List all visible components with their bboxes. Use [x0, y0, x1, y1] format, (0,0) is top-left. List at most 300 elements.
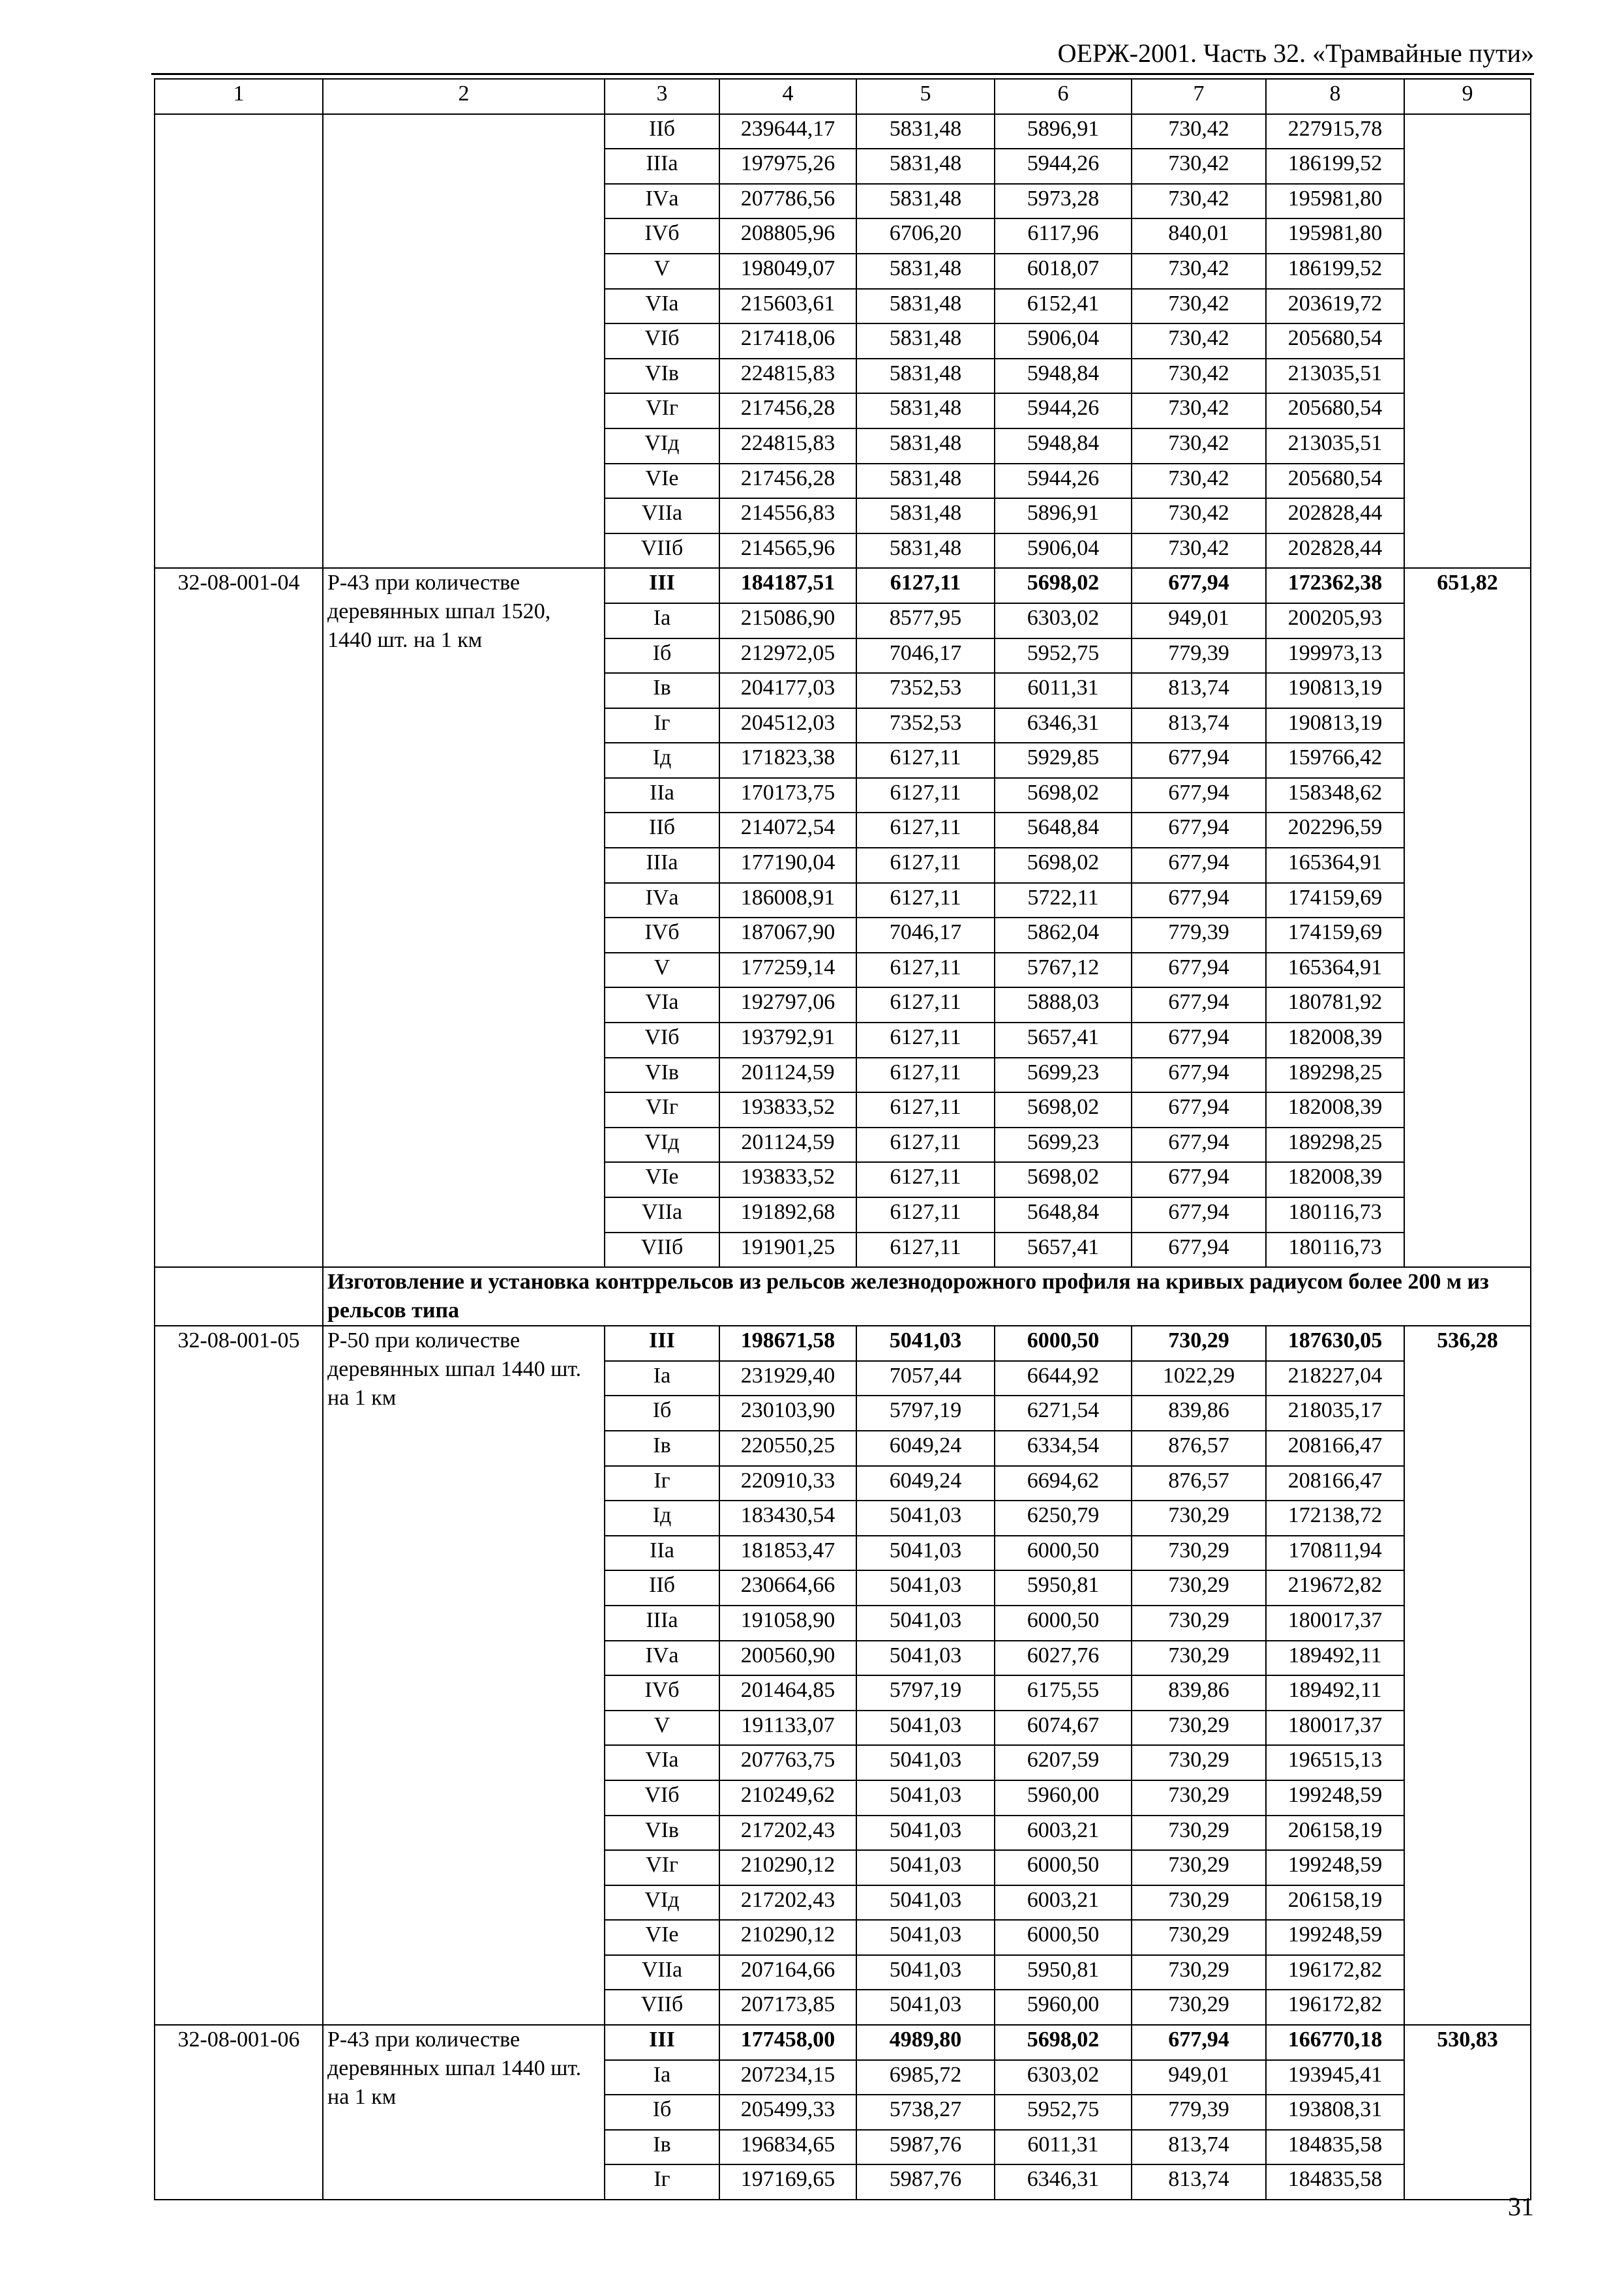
price-cell: 208166,47 — [1266, 1466, 1404, 1501]
price-cell: 5767,12 — [995, 953, 1132, 988]
price-cell: 7046,17 — [856, 918, 995, 953]
zone-cell: VIб — [605, 1780, 719, 1816]
price-cell: 6074,67 — [995, 1711, 1132, 1746]
price-cell: 6694,62 — [995, 1466, 1132, 1501]
price-cell: 177190,04 — [719, 848, 856, 883]
price-cell: 677,94 — [1132, 1023, 1266, 1058]
column-number: 7 — [1132, 79, 1266, 114]
price-cell: 186008,91 — [719, 883, 856, 918]
price-cell: 876,57 — [1132, 1431, 1266, 1466]
price-cell: 166770,18 — [1266, 2025, 1404, 2060]
price-cell: 677,94 — [1132, 743, 1266, 778]
price-cell: 5722,11 — [995, 883, 1132, 918]
price-cell: 207164,66 — [719, 1955, 856, 1990]
price-cell: 224815,83 — [719, 428, 856, 464]
price-cell: 213035,51 — [1266, 359, 1404, 394]
price-cell: 5896,91 — [995, 498, 1132, 533]
price-cell: 730,29 — [1132, 1920, 1266, 1955]
price-cell: 184835,58 — [1266, 2164, 1404, 2200]
price-cell: 730,29 — [1132, 1711, 1266, 1746]
price-cell: 204512,03 — [719, 708, 856, 743]
price-cell: 730,29 — [1132, 1816, 1266, 1851]
price-cell: 217456,28 — [719, 464, 856, 499]
price-cell: 6346,31 — [995, 708, 1132, 743]
price-cell: 5944,26 — [995, 149, 1132, 184]
price-cell: 208166,47 — [1266, 1431, 1404, 1466]
price-cell: 730,42 — [1132, 289, 1266, 324]
price-cell: 730,29 — [1132, 1606, 1266, 1641]
price-cell: 677,94 — [1132, 1128, 1266, 1163]
price-cell: 199248,59 — [1266, 1780, 1404, 1816]
price-cell: 196172,82 — [1266, 1955, 1404, 1990]
price-cell: 5698,02 — [995, 848, 1132, 883]
price-cell: 203619,72 — [1266, 289, 1404, 324]
price-cell: 197975,26 — [719, 149, 856, 184]
price-cell: 186199,52 — [1266, 149, 1404, 184]
price-cell: 6127,11 — [856, 953, 995, 988]
price-cell: 184835,58 — [1266, 2130, 1404, 2165]
price-cell: 214565,96 — [719, 533, 856, 569]
price-cell: 197169,65 — [719, 2164, 856, 2200]
price-cell: 5041,03 — [856, 1990, 995, 2025]
price-cell: 170811,94 — [1266, 1536, 1404, 1571]
price-cell: 208805,96 — [719, 218, 856, 254]
price-cell: 205680,54 — [1266, 464, 1404, 499]
table-row — [155, 568, 1531, 603]
price-cell: 195981,80 — [1266, 218, 1404, 254]
price-cell: 201124,59 — [719, 1058, 856, 1093]
price-cell: 730,29 — [1132, 1501, 1266, 1536]
zone-cell: VIг — [605, 1092, 719, 1128]
price-cell: 6127,11 — [856, 1023, 995, 1058]
price-cell: 220550,25 — [719, 1431, 856, 1466]
price-cell: 730,42 — [1132, 149, 1266, 184]
price-cell: 6127,11 — [856, 1233, 995, 1268]
price-cell: 6127,11 — [856, 883, 995, 918]
price-cell: 217202,43 — [719, 1885, 856, 1921]
zone-cell: Iб — [605, 1396, 719, 1431]
zone-cell: Iд — [605, 1501, 719, 1536]
section-code-cell — [155, 1267, 323, 1326]
price-cell: 182008,39 — [1266, 1162, 1404, 1197]
price-cell: 5888,03 — [995, 987, 1132, 1023]
price-cell: 677,94 — [1132, 778, 1266, 813]
price-cell: 5041,03 — [856, 1885, 995, 1921]
price-cell: 5944,26 — [995, 464, 1132, 499]
zone-cell: Iв — [605, 2130, 719, 2165]
price-cell: 5041,03 — [856, 1850, 995, 1885]
price-cell: 6000,50 — [995, 1920, 1132, 1955]
price-cell: 214556,83 — [719, 498, 856, 533]
zone-cell: VIв — [605, 1816, 719, 1851]
price-cell: 6152,41 — [995, 289, 1132, 324]
zone-cell: VIб — [605, 323, 719, 359]
price-cell: 730,42 — [1132, 254, 1266, 289]
zone-cell: Iг — [605, 708, 719, 743]
price-cell: 227915,78 — [1266, 114, 1404, 149]
price-cell: 813,74 — [1132, 673, 1266, 708]
price-cell: 677,94 — [1132, 2025, 1266, 2060]
zone-cell: VIд — [605, 1128, 719, 1163]
price-cell: 187630,05 — [1266, 1326, 1404, 1361]
zone-cell: Iг — [605, 1466, 719, 1501]
price-cell: 5698,02 — [995, 568, 1132, 603]
price-cell: 6117,96 — [995, 218, 1132, 254]
price-cell: 182008,39 — [1266, 1023, 1404, 1058]
price-cell: 5831,48 — [856, 114, 995, 149]
price-table — [154, 78, 1531, 2200]
item-code: 32-08-001-06 — [155, 2025, 323, 2200]
zone-cell: IIIа — [605, 149, 719, 184]
price-cell: 5952,75 — [995, 2095, 1132, 2130]
price-cell: 5699,23 — [995, 1058, 1132, 1093]
price-cell: 6027,76 — [995, 1641, 1132, 1676]
price-cell: 5041,03 — [856, 1816, 995, 1851]
price-cell: 187067,90 — [719, 918, 856, 953]
price-cell: 730,29 — [1132, 1780, 1266, 1816]
zone-cell: IIIа — [605, 848, 719, 883]
zone-cell: III — [605, 568, 719, 603]
price-cell: 158348,62 — [1266, 778, 1404, 813]
zone-cell: VIб — [605, 1023, 719, 1058]
price-cell: 5831,48 — [856, 254, 995, 289]
price-cell: 6049,24 — [856, 1466, 995, 1501]
price-cell: 5041,03 — [856, 1780, 995, 1816]
price-cell: 949,01 — [1132, 603, 1266, 638]
price-cell: 5906,04 — [995, 323, 1132, 359]
zone-cell: IIа — [605, 778, 719, 813]
price-cell: 677,94 — [1132, 1162, 1266, 1197]
item-code — [155, 114, 323, 569]
price-cell: 6018,07 — [995, 254, 1132, 289]
column-number-row — [155, 79, 1531, 114]
price-cell: 7352,53 — [856, 708, 995, 743]
price-cell: 730,42 — [1132, 428, 1266, 464]
price-cell: 5699,23 — [995, 1128, 1132, 1163]
zone-cell: III — [605, 1326, 719, 1361]
column-number: 4 — [719, 79, 856, 114]
zone-cell: IVа — [605, 883, 719, 918]
price-cell: 949,01 — [1132, 2060, 1266, 2095]
price-cell: 5041,03 — [856, 1536, 995, 1571]
price-cell: 5906,04 — [995, 533, 1132, 569]
price-cell: 779,39 — [1132, 2095, 1266, 2130]
price-cell: 730,29 — [1132, 1955, 1266, 1990]
price-cell: 730,29 — [1132, 1326, 1266, 1361]
price-cell: 6000,50 — [995, 1536, 1132, 1571]
price-cell: 677,94 — [1132, 848, 1266, 883]
price-cell: 180116,73 — [1266, 1197, 1404, 1233]
price-cell: 840,01 — [1132, 218, 1266, 254]
price-cell: 6011,31 — [995, 673, 1132, 708]
page-number: 31 — [1508, 2192, 1534, 2221]
price-cell: 730,29 — [1132, 1641, 1266, 1676]
item-description: Р-43 при количестве деревянных шпал 1520, 1440 шт. на 1 км — [323, 568, 605, 1267]
price-cell: 183430,54 — [719, 1501, 856, 1536]
price-cell: 730,29 — [1132, 1570, 1266, 1606]
price-cell: 5960,00 — [995, 1990, 1132, 2025]
price-cell: 171823,38 — [719, 743, 856, 778]
item-code: 32-08-001-05 — [155, 1326, 323, 2025]
price-cell: 182008,39 — [1266, 1092, 1404, 1128]
price-cell: 6000,50 — [995, 1606, 1132, 1641]
price-cell: 6000,50 — [995, 1326, 1132, 1361]
price-cell: 193792,91 — [719, 1023, 856, 1058]
price-cell: 231929,40 — [719, 1361, 856, 1396]
price-cell: 5960,00 — [995, 1780, 1132, 1816]
column-number: 6 — [995, 79, 1132, 114]
price-cell: 5831,48 — [856, 393, 995, 428]
header-rule — [151, 73, 1534, 75]
price-cell: 5657,41 — [995, 1023, 1132, 1058]
price-cell: 220910,33 — [719, 1466, 856, 1501]
zone-cell: VIа — [605, 1745, 719, 1780]
price-cell: 5896,91 — [995, 114, 1132, 149]
item-description — [323, 114, 605, 569]
price-cell: 159766,42 — [1266, 743, 1404, 778]
price-cell: 5973,28 — [995, 184, 1132, 219]
price-cell: 6706,20 — [856, 218, 995, 254]
price-cell: 192797,06 — [719, 987, 856, 1023]
page-header: ОЕРЖ-2001. Часть 32. «Трамвайные пути» — [1057, 38, 1534, 68]
price-cell: 201464,85 — [719, 1675, 856, 1711]
price-cell: 730,42 — [1132, 498, 1266, 533]
price-cell: 5831,48 — [856, 464, 995, 499]
zone-cell: Iг — [605, 2164, 719, 2200]
price-cell: 205680,54 — [1266, 323, 1404, 359]
price-cell: 5698,02 — [995, 1162, 1132, 1197]
price-cell: 5041,03 — [856, 1570, 995, 1606]
price-cell: 5797,19 — [856, 1675, 995, 1711]
price-cell: 730,42 — [1132, 393, 1266, 428]
price-cell: 191058,90 — [719, 1606, 856, 1641]
zone-cell: VIIа — [605, 498, 719, 533]
price-cell: 730,29 — [1132, 1885, 1266, 1921]
price-cell: 201124,59 — [719, 1128, 856, 1163]
price-cell: 5041,03 — [856, 1920, 995, 1955]
zone-cell: Iа — [605, 603, 719, 638]
price-cell: 8577,95 — [856, 603, 995, 638]
price-cell: 190813,19 — [1266, 708, 1404, 743]
price-cell: 199973,13 — [1266, 638, 1404, 674]
price-cell: 199248,59 — [1266, 1920, 1404, 1955]
price-cell: 730,29 — [1132, 1536, 1266, 1571]
zone-cell: VIIб — [605, 533, 719, 569]
price-cell: 198049,07 — [719, 254, 856, 289]
price-cell: 813,74 — [1132, 2164, 1266, 2200]
price-cell: 5738,27 — [856, 2095, 995, 2130]
price-cell: 5041,03 — [856, 1501, 995, 1536]
column-number: 9 — [1404, 79, 1531, 114]
zone-cell: VIе — [605, 464, 719, 499]
price-cell: 205680,54 — [1266, 393, 1404, 428]
price-cell: 6003,21 — [995, 1816, 1132, 1851]
price-cell: 677,94 — [1132, 1058, 1266, 1093]
zone-cell: Iв — [605, 673, 719, 708]
zone-cell: IVб — [605, 918, 719, 953]
price-cell: 200560,90 — [719, 1641, 856, 1676]
price-cell: 202296,59 — [1266, 813, 1404, 848]
price-cell: 177458,00 — [719, 2025, 856, 2060]
price-cell: 5797,19 — [856, 1396, 995, 1431]
total-cell — [1404, 114, 1531, 569]
price-cell: 198671,58 — [719, 1326, 856, 1361]
price-cell: 6127,11 — [856, 743, 995, 778]
price-cell: 217456,28 — [719, 393, 856, 428]
price-cell: 6127,11 — [856, 778, 995, 813]
price-cell: 5862,04 — [995, 918, 1132, 953]
price-cell: 6049,24 — [856, 1431, 995, 1466]
price-cell: 730,42 — [1132, 184, 1266, 219]
price-cell: 677,94 — [1132, 1233, 1266, 1268]
price-cell: 5041,03 — [856, 1745, 995, 1780]
price-cell: 224815,83 — [719, 359, 856, 394]
price-cell: 230664,66 — [719, 1570, 856, 1606]
price-cell: 239644,17 — [719, 114, 856, 149]
price-cell: 5831,48 — [856, 323, 995, 359]
price-cell: 207763,75 — [719, 1745, 856, 1780]
zone-cell: IVа — [605, 184, 719, 219]
price-cell: 1022,29 — [1132, 1361, 1266, 1396]
price-cell: 6271,54 — [995, 1396, 1132, 1431]
zone-cell: IVб — [605, 1675, 719, 1711]
table-row — [155, 1326, 1531, 1361]
zone-cell: Iв — [605, 1431, 719, 1466]
price-cell: 189298,25 — [1266, 1058, 1404, 1093]
price-cell: 210290,12 — [719, 1850, 856, 1885]
zone-cell: VIг — [605, 393, 719, 428]
price-cell: 191901,25 — [719, 1233, 856, 1268]
price-cell: 677,94 — [1132, 1092, 1266, 1128]
column-number: 1 — [155, 79, 323, 114]
price-cell: 172362,38 — [1266, 568, 1404, 603]
price-cell: 210290,12 — [719, 1920, 856, 1955]
zone-cell: VIIа — [605, 1197, 719, 1233]
price-cell: 730,42 — [1132, 114, 1266, 149]
price-cell: 5041,03 — [856, 1641, 995, 1676]
zone-cell: IIб — [605, 813, 719, 848]
column-number: 2 — [323, 79, 605, 114]
zone-cell: VIд — [605, 1885, 719, 1921]
price-cell: 199248,59 — [1266, 1850, 1404, 1885]
price-cell: 6303,02 — [995, 603, 1132, 638]
price-cell: 6127,11 — [856, 1058, 995, 1093]
zone-cell: VIд — [605, 428, 719, 464]
price-cell: 6127,11 — [856, 1092, 995, 1128]
price-cell: 730,42 — [1132, 533, 1266, 569]
price-cell: 876,57 — [1132, 1466, 1266, 1501]
zone-cell: Iд — [605, 743, 719, 778]
zone-cell: VIIб — [605, 1233, 719, 1268]
price-cell: 839,86 — [1132, 1675, 1266, 1711]
price-cell: 193945,41 — [1266, 2060, 1404, 2095]
price-cell: 5041,03 — [856, 1326, 995, 1361]
total-cell: 530,83 — [1404, 2025, 1531, 2200]
price-cell: 5041,03 — [856, 1606, 995, 1641]
price-cell: 730,29 — [1132, 1745, 1266, 1780]
price-cell: 196172,82 — [1266, 1990, 1404, 2025]
price-cell: 6303,02 — [995, 2060, 1132, 2095]
price-cell: 190813,19 — [1266, 673, 1404, 708]
price-cell: 5831,48 — [856, 289, 995, 324]
price-cell: 189492,11 — [1266, 1675, 1404, 1711]
zone-cell: VIв — [605, 359, 719, 394]
price-cell: 230103,90 — [719, 1396, 856, 1431]
price-cell: 212972,05 — [719, 638, 856, 674]
item-description: Р-43 при количестве деревянных шпал 1440 шт. на 1 км — [323, 2025, 605, 2200]
price-cell: 813,74 — [1132, 2130, 1266, 2165]
zone-cell: V — [605, 1711, 719, 1746]
price-cell: 5648,84 — [995, 813, 1132, 848]
zone-cell: IVа — [605, 1641, 719, 1676]
price-cell: 7057,44 — [856, 1361, 995, 1396]
zone-cell: VIе — [605, 1162, 719, 1197]
price-cell: 165364,91 — [1266, 848, 1404, 883]
price-cell: 172138,72 — [1266, 1501, 1404, 1536]
price-cell: 200205,93 — [1266, 603, 1404, 638]
price-cell: 196834,65 — [719, 2130, 856, 2165]
price-cell: 5698,02 — [995, 2025, 1132, 2060]
price-cell: 6334,54 — [995, 1431, 1132, 1466]
price-cell: 170173,75 — [719, 778, 856, 813]
zone-cell: VIа — [605, 289, 719, 324]
price-cell: 5831,48 — [856, 359, 995, 394]
zone-cell: Iб — [605, 2095, 719, 2130]
price-cell: 730,42 — [1132, 323, 1266, 359]
price-cell: 193808,31 — [1266, 2095, 1404, 2130]
section-heading-row — [155, 1267, 1531, 1326]
price-cell: 5948,84 — [995, 428, 1132, 464]
price-cell: 677,94 — [1132, 813, 1266, 848]
price-cell: 730,29 — [1132, 1850, 1266, 1885]
price-cell: 7352,53 — [856, 673, 995, 708]
price-cell: 839,86 — [1132, 1396, 1266, 1431]
zone-cell: V — [605, 953, 719, 988]
price-cell: 6346,31 — [995, 2164, 1132, 2200]
price-cell: 5944,26 — [995, 393, 1132, 428]
price-cell: 5929,85 — [995, 743, 1132, 778]
total-cell: 651,82 — [1404, 568, 1531, 1267]
price-cell: 210249,62 — [719, 1780, 856, 1816]
zone-cell: V — [605, 254, 719, 289]
price-cell: 195981,80 — [1266, 184, 1404, 219]
zone-cell: IVб — [605, 218, 719, 254]
price-cell: 813,74 — [1132, 708, 1266, 743]
price-cell: 6175,55 — [995, 1675, 1132, 1711]
price-cell: 191892,68 — [719, 1197, 856, 1233]
table-body — [155, 79, 1531, 2200]
price-cell: 5831,48 — [856, 149, 995, 184]
price-cell: 5952,75 — [995, 638, 1132, 674]
price-cell: 215603,61 — [719, 289, 856, 324]
total-cell: 536,28 — [1404, 1326, 1531, 2025]
price-cell: 5950,81 — [995, 1955, 1132, 1990]
price-cell: 5831,48 — [856, 533, 995, 569]
price-cell: 207234,15 — [719, 2060, 856, 2095]
price-cell: 5041,03 — [856, 1711, 995, 1746]
price-cell: 206158,19 — [1266, 1816, 1404, 1851]
zone-cell: III — [605, 2025, 719, 2060]
price-cell: 730,29 — [1132, 1990, 1266, 2025]
column-number: 3 — [605, 79, 719, 114]
price-cell: 5648,84 — [995, 1197, 1132, 1233]
price-cell: 5987,76 — [856, 2164, 995, 2200]
price-cell: 5698,02 — [995, 778, 1132, 813]
price-cell: 677,94 — [1132, 883, 1266, 918]
price-cell: 5948,84 — [995, 359, 1132, 394]
price-cell: 6127,11 — [856, 1197, 995, 1233]
price-cell: 217202,43 — [719, 1816, 856, 1851]
